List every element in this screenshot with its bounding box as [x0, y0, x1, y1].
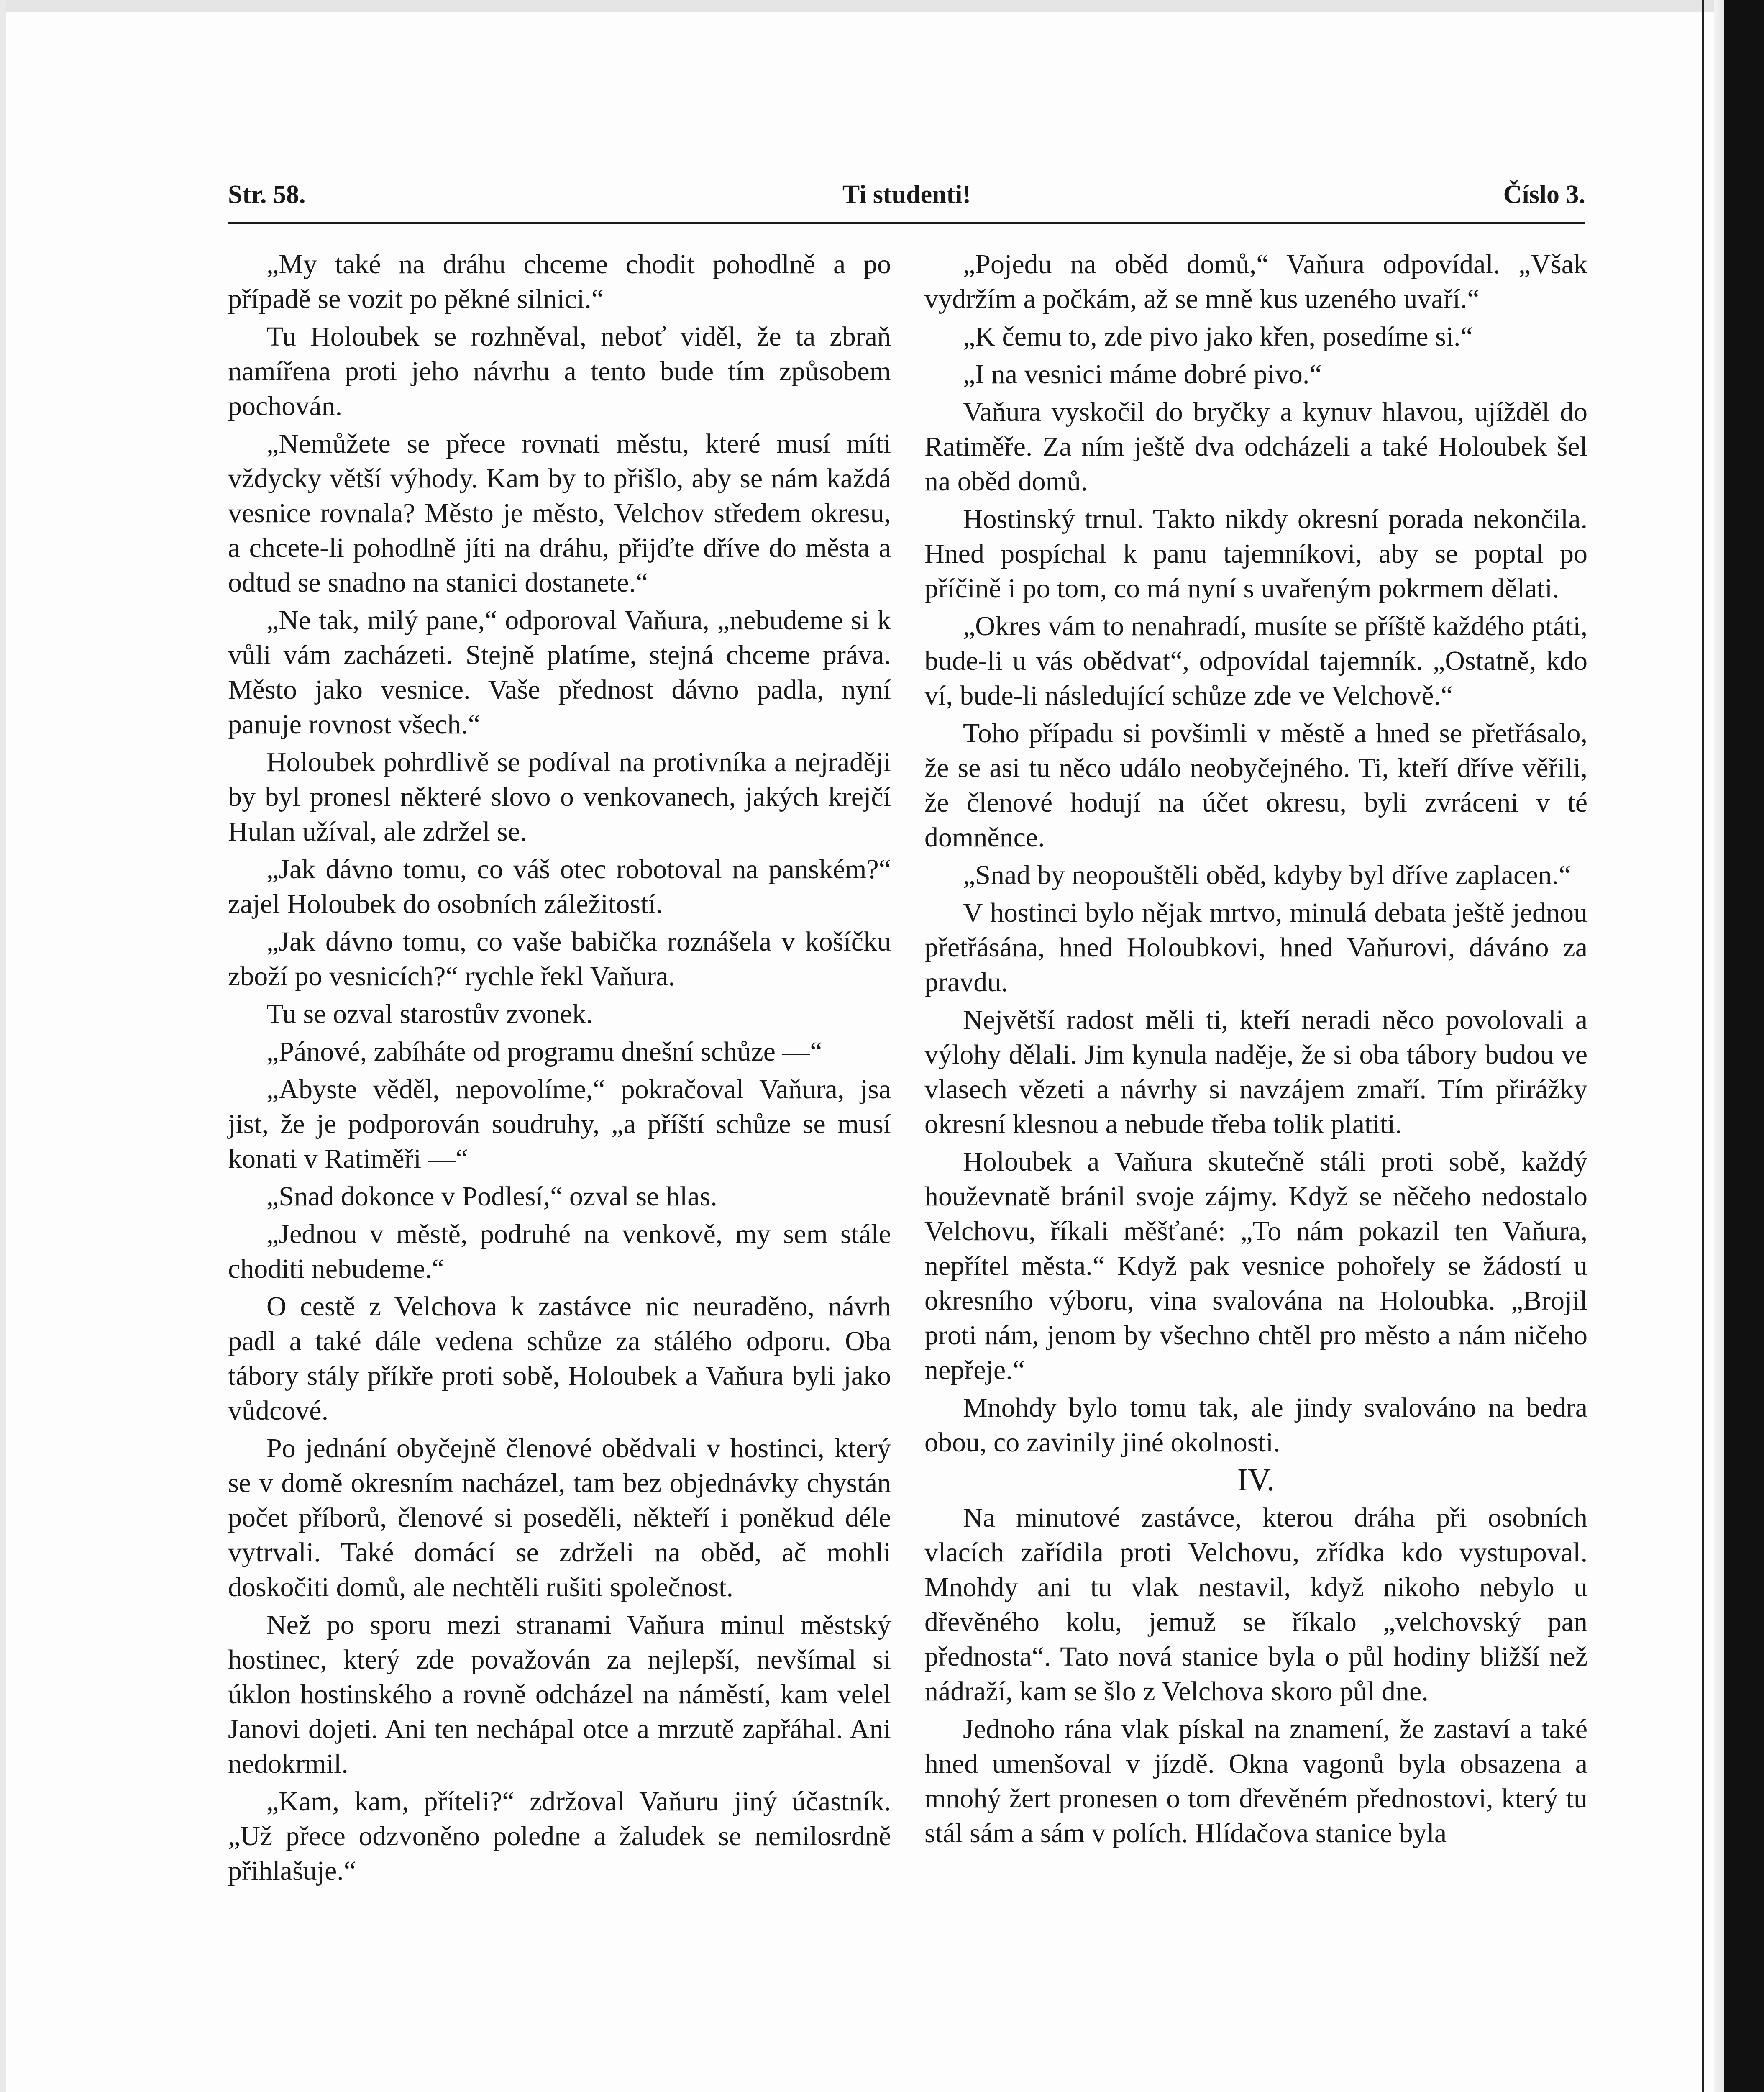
- paragraph: Jednoho rána vlak pískal na znamení, že zastaví a také hned umenšoval v jízdě. Okna vagonů byla obsazena a mnohý žert pronesen o tom dřevěném přednostovi, který tu stál sám a sám v polích. Hlídačova stanice byla: [924, 1714, 1587, 1848]
- paragraph: Mnohdy bylo tomu tak, ale jindy svalováno na bedra obou, co zavinily jiné okolnosti.: [924, 1392, 1587, 1458]
- right-column-before-section: [924, 247, 1587, 1460]
- page-header: [228, 180, 1585, 218]
- paragraph: „Kam, kam, příteli?“ zdržoval Vaňuru jiný účastník. „Už přece odzvoněno poledne a žaludek se nemilosrdně přihlašuje.“: [228, 1786, 891, 1886]
- scan-edge-top: [0, 0, 1764, 12]
- paragraph: Tu Holoubek se rozhněval, neboť viděl, že ta zbraň namířena proti jeho návrhu a tento bude tím způsobem pochován.: [228, 321, 891, 421]
- section-heading: IV.: [1237, 1462, 1275, 1497]
- paragraph: Po jednání obyčejně členové obědvali v hostinci, který se v domě okresním nacházel, tam bez objednávky chystán počet příborů, členové si poseděli, někteří i poněkud déle vytrvali. Také domácí se zdrželi na oběd, ač mohli doskočiti domů, ale nechtěli rušiti společnost.: [228, 1433, 891, 1602]
- scan-tick-mark: [1749, 414, 1751, 439]
- left-column: [228, 247, 891, 1891]
- paragraph: „Pánové, zabíháte od programu dnešní schůze —“: [266, 1036, 822, 1067]
- scan-edge-left: [0, 0, 6, 2092]
- scan-tick-mark: [1749, 151, 1751, 176]
- paragraph: Hostinský trnul. Takto nikdy okresní porada nekončila. Hned pospíchal k panu tajemníkovi, aby se poptal po příčině i po tom, co má nyní s uvařeným pokrmem dělati.: [924, 504, 1587, 604]
- paragraph: Holoubek pohrdlivě se podíval na protivníka a nejraději by byl pronesl některé slovo o venkovanech, jakých krejčí Hulan užíval, ale zdržel se.: [228, 747, 891, 847]
- scan-tick-mark: [1749, 1824, 1751, 1849]
- header-rule: [228, 222, 1585, 224]
- paragraph: O cestě z Velchova k zastávce nic neuraděno, návrh padl a také dále vedena schůze za stálého odporu. Oba tábory stály příkře proti sobě, Holoubek a Vaňura byli jako vůdcové.: [228, 1291, 891, 1426]
- scan-tick-mark: [1749, 1109, 1751, 1134]
- paragraph: „I na vesnici máme dobré pivo.“: [963, 359, 1322, 390]
- issue-number: Číslo 3.: [1503, 180, 1585, 209]
- paragraph: „Jednou v městě, podruhé na venkově, my sem stále choditi nebudeme.“: [228, 1219, 891, 1284]
- paragraph: „Jak dávno tomu, co váš otec robotoval na panském?“ zajel Holoubek do osobních záležitostí.: [228, 854, 891, 919]
- page-number: Str. 58.: [228, 180, 306, 209]
- paragraph: Vaňura vyskočil do bryčky a kynuv hlavou, ujížděl do Ratiměře. Za ním ještě dva odcházeli a také Holoubek šel na oběd domů.: [924, 397, 1587, 497]
- paragraph: Než po sporu mezi stranami Vaňura minul městský hostinec, který zde považován za nejlepší, nevšímal si úklon hostinského a rovně odcházel na náměstí, kam velel Janovi dojeti. Ani ten nechápal otce a mrzutě zapřáhal. Ani nedokrmil.: [228, 1610, 891, 1779]
- paragraph: „Snad dokonce v Podlesí,“ ozval se hlas.: [266, 1181, 717, 1212]
- paragraph: Největší radost měli ti, kteří neradi něco povolovali a výlohy dělali. Jim kynula naděje, že si oba tábory budou ve vlasech vězeti a návrhy si navzájem zmaří. Tím přirážky okresní klesnou a nebude třeba tolik platiti.: [924, 1005, 1587, 1139]
- paragraph: „My také na dráhu chceme chodit pohodlně a po případě se vozit po pěkné silnici.“: [228, 249, 891, 314]
- paragraph: Toho případu si povšimli v městě a hned se přetřásalo, že se asi tu něco událo neobyčejného. Ti, kteří dříve věřili, že členové hodují na účet okresu, byli zvráceni v té domněnce.: [924, 718, 1587, 853]
- right-column: [924, 247, 1587, 1854]
- paragraph: „Okres vám to nenahradí, musíte se příště každého ptáti, bude-li u vás obědvat“, odpovídal tajemník. „Ostatně, kdo ví, bude-li následující schůze zde ve Velchově.“: [924, 611, 1587, 711]
- scan-edge-right: [1714, 0, 1764, 2092]
- paragraph: „Abyste věděl, nepovolíme,“ pokračoval Vaňura, jsa jist, že je podporován soudruhy, „a příští schůze se musí konati v Ratiměři —“: [228, 1074, 891, 1174]
- paragraph: Tu se ozval starostův zvonek.: [266, 999, 593, 1029]
- paragraph: „K čemu to, zde pivo jako křen, posedíme si.“: [963, 321, 1473, 352]
- right-column-after-section: [924, 1500, 1587, 1851]
- paragraph: „Jak dávno tomu, co vaše babička roznášela v košíčku zboží po vesnicích?“ rychle řekl Vaňura.: [228, 926, 891, 992]
- paragraph: „Pojedu na oběd domů,“ Vaňura odpovídal. „Však vydržím a počkám, až se mně kus uzeného uvaří.“: [924, 249, 1587, 314]
- paragraph: „Ne tak, milý pane,“ odporoval Vaňura, „nebudeme si k vůli vám zacházeti. Stejně platíme, stejná chceme práva. Město jako vesnice. Vaše přednost dávno padla, nyní panuje rovnost všech.“: [228, 605, 891, 740]
- paragraph: „Snad by neopouštěli oběd, kdyby byl dříve zaplacen.“: [963, 860, 1571, 890]
- journal-title: Ti studenti!: [842, 180, 971, 209]
- paragraph: V hostinci bylo nějak mrtvo, minulá debata ještě jednou přetřásána, hned Holoubkovi, hned Vaňurovi, dáváno za pravdu.: [924, 897, 1587, 997]
- paragraph: „Nemůžete se přece rovnati městu, které musí míti vždycky větší výhody. Kam by to přišlo, aby se nám každá vesnice rovnala? Město je město, Velchov středem okresu, a chcete-li pohodlně jíti na dráhu, přijďte dříve do města a odtud se snadno na stanici dostanete.“: [228, 428, 891, 598]
- paragraph: Na minutové zastávce, kterou dráha při osobních vlacích zařídila proti Velchovu, zřídka kdo vystupoval. Mnohdy ani tu vlak nestavil, když nikoho nebylo u dřevěného kolu, jemuž se říkalo „velchovský pan přednosta“. Tato nová stanice byla o půl hodiny bližší než nádraží, kam se šlo z Velchova skoro půl dne.: [924, 1502, 1587, 1707]
- scan-edge-line: [1702, 0, 1704, 2092]
- paragraph: Holoubek a Vaňura skutečně stáli proti sobě, každý houževnatě bránil svoje zájmy. Když se něčeho nedostalo Velchovu, říkali měšťané: „To nám pokazil ten Vaňura, nepřítel města.“ Když pak vesnice pohořely se žádostí u okresního výboru, vina svalována na Holoubka. „Brojil proti nám, jenom by všechno chtěl pro město a nám ničeho nepřeje.“: [924, 1146, 1587, 1385]
